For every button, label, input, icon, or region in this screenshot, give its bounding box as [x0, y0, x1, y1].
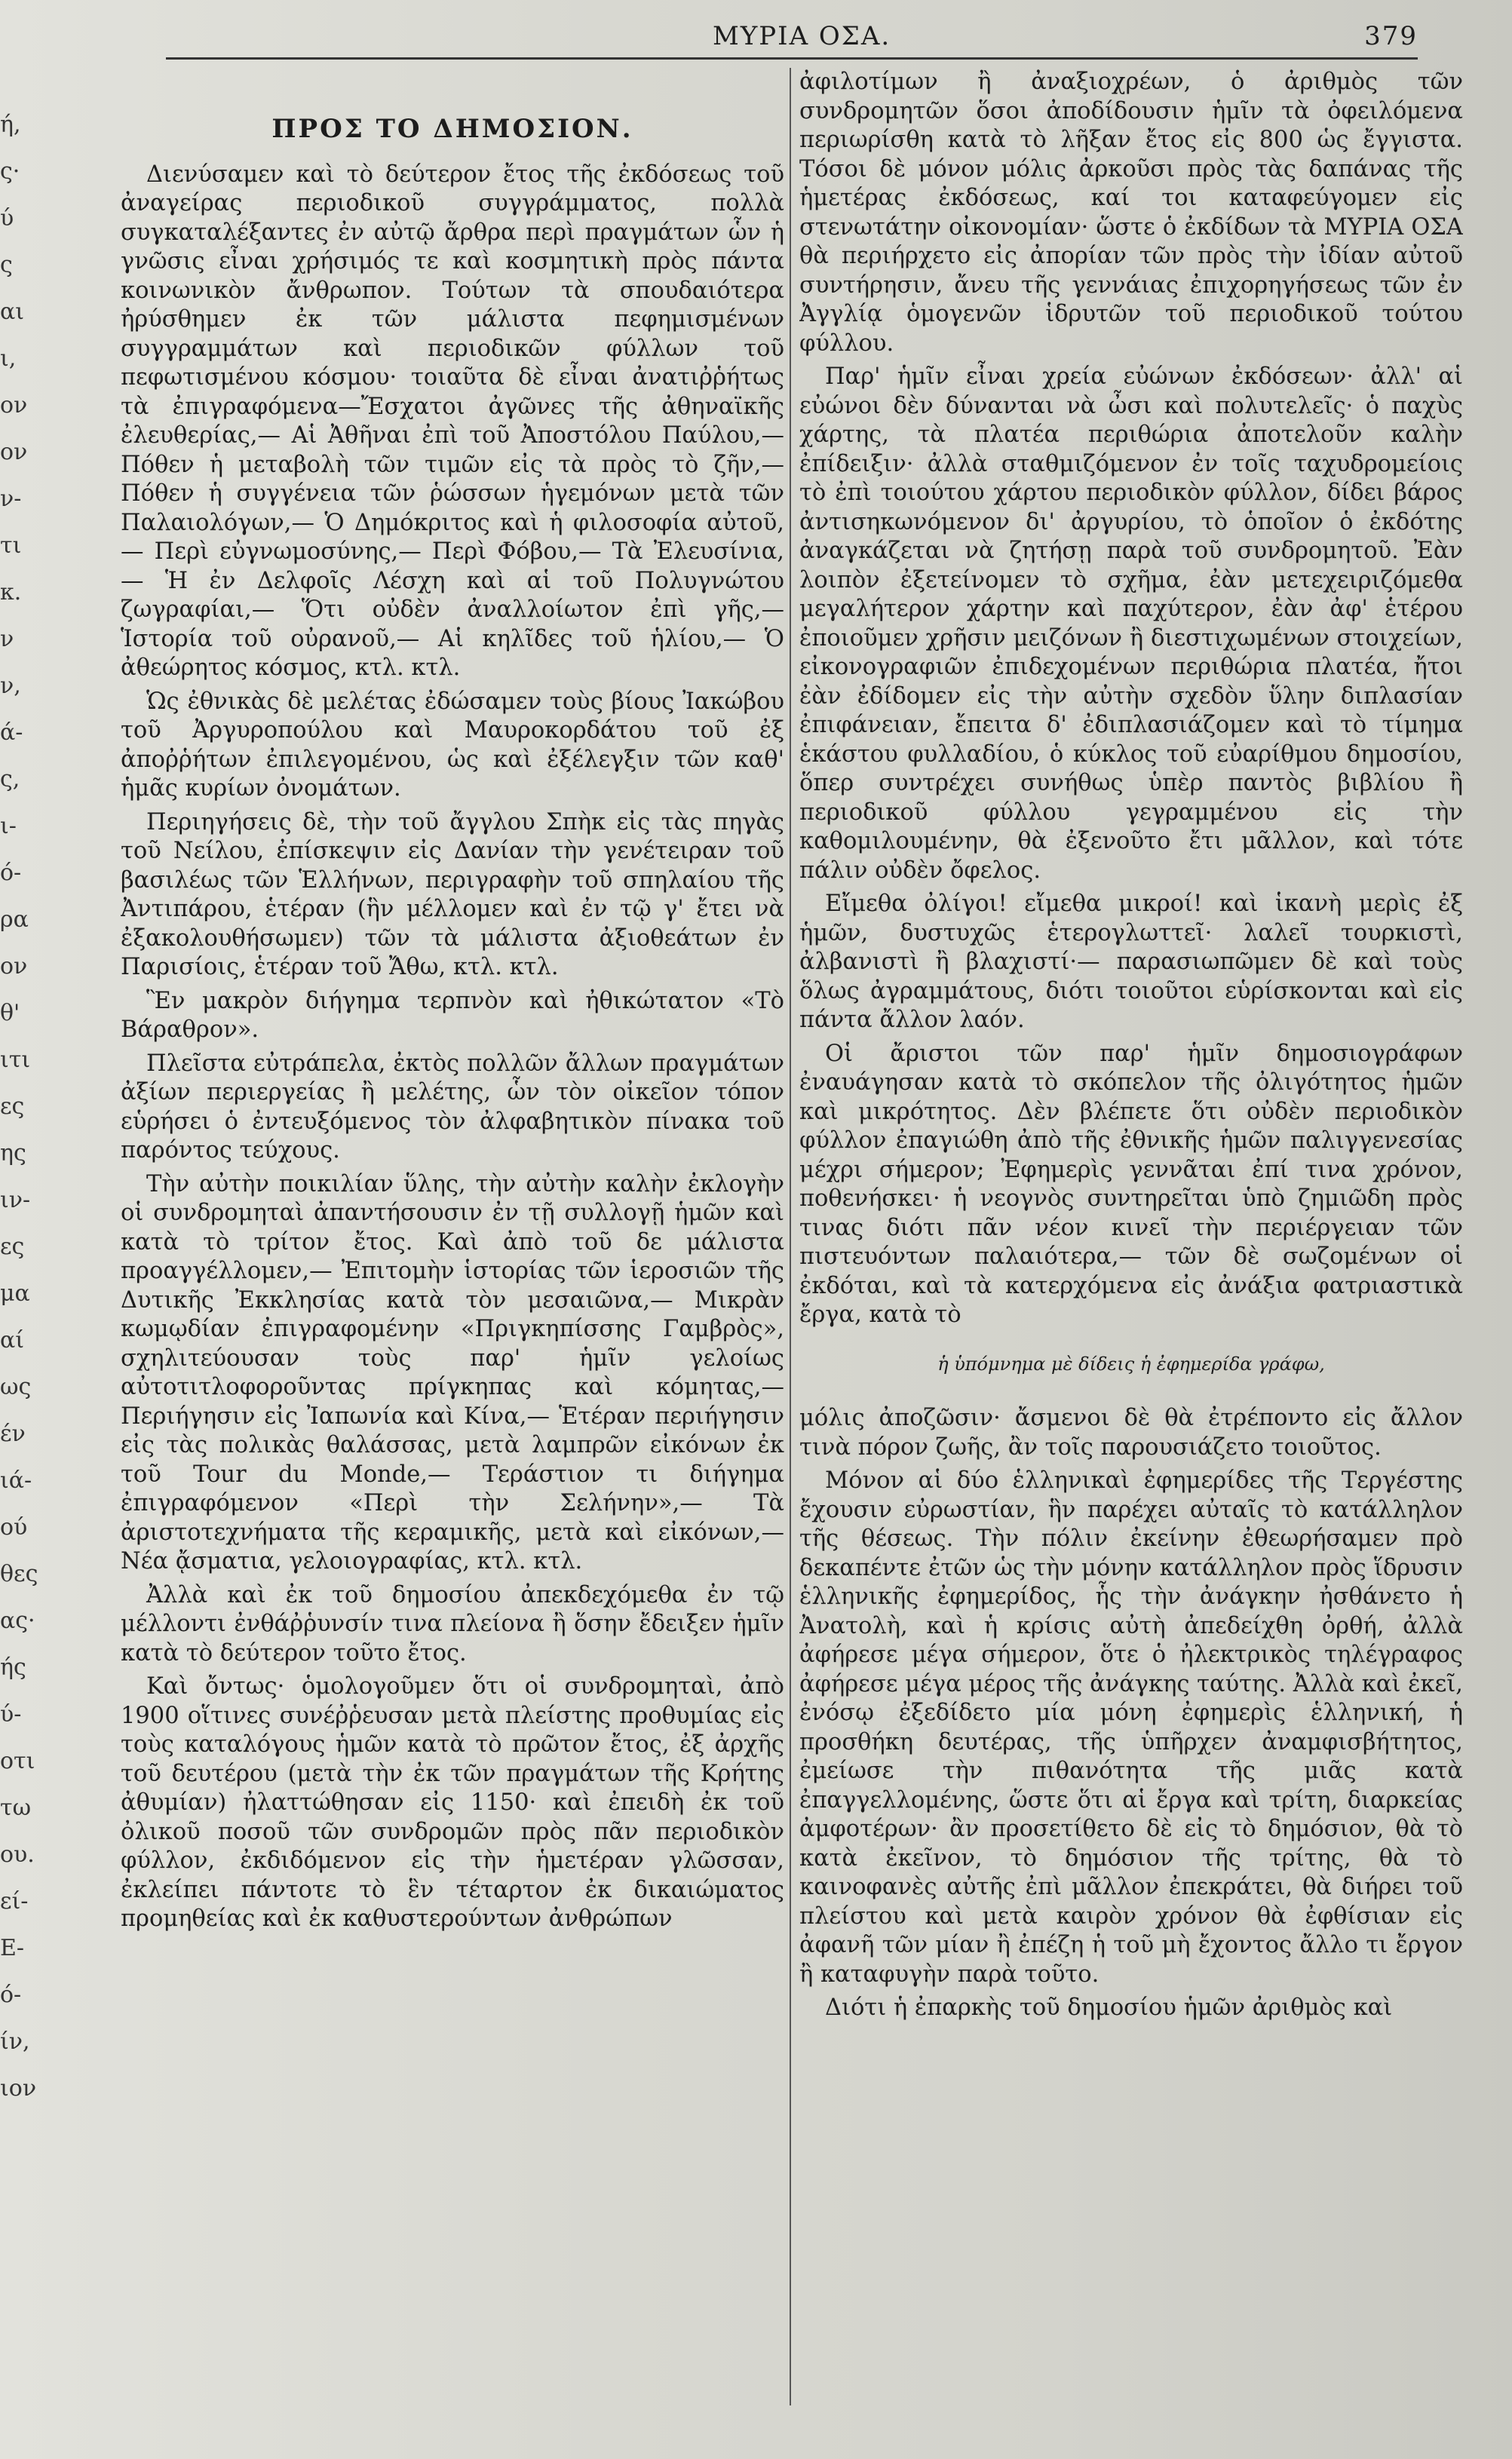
margin-fragment: έν — [0, 1421, 26, 1447]
margin-fragment: ν, — [0, 673, 21, 699]
margin-fragment: Ε- — [0, 1935, 25, 1961]
margin-fragment: θες — [0, 1561, 38, 1587]
margin-fragment: ς — [0, 252, 13, 278]
margin-fragment: ον — [0, 439, 28, 465]
margin-fragment: τι — [0, 532, 22, 559]
margin-fragment: ς, — [0, 766, 20, 793]
paragraph: Τὴν αὐτὴν ποικιλίαν ὕλης, τὴν αὐτὴν καλὴν ἐκλογὴν οἱ συνδρομηταὶ ἀπαντήσουσιν ἐν τῇ συλλογῇ ἡμῶν καὶ κατὰ τὸ τρίτον ἔτος. Καὶ ἀπὸ τοῦ δε μάλιστα προαγγέλλομεν,— Ἐπιτομὴν ἱστορίας τῶν ἱεροσιῶν τῆς Δυτικῆς Ἐκκλησίας κατὰ τὸν μεσαιῶνα,— Μικρὰν κωμῳδίαν ἐπιγραφομένην «Πριγκηπίσσης Γαμβρὸς», σχηλιτεύουσαν τοὺς παρ' ἡμῖν γελοίως αὐτοτιτλοφοροῦντας πρίγκηπας καὶ κόμητας,— Περιήγησιν εἰς Ἰαπωνία καὶ Κίνα,— Ἑτέραν περιήγησιν εἰς τὰς πολικὰς θαλάσσας, μετὰ λαμπρῶν εἰκόνων ἐκ τοῦ Tour du Monde,— Τεράστιον τι διήγημα ἐπιγραφόμενον «Περὶ τὴν Σελήνην»,— Τὰ ἀριστοτεχνήματα τῆς κεραμικῆς, μετὰ καὶ εἰκόνων,— Νέα ᾄσματια, γελοιογραφίας, κτλ. κτλ. — [121, 1170, 784, 1574]
journal-title: ΜΥΡΙΑ ΟΣΑ. — [713, 21, 891, 51]
margin-fragment: ίν, — [0, 2028, 30, 2055]
margin-fragment: ες — [0, 1234, 25, 1260]
margin-fragment: ιν- — [0, 1187, 31, 1213]
margin-fragment: ον — [0, 392, 28, 419]
margin-fragment: ιον — [0, 2075, 37, 2102]
margin-fragment: οτι — [0, 1748, 35, 1774]
paragraph: Ἀλλὰ καὶ ἐκ τοῦ δημοσίου ἀπεκδεχόμεθα ἐν τῷ μέλλοντι ἐνθάῤῥυνσίν τινα πλείονα ἢ ὅσην ἔδειξεν ἡμῖν κατὰ τὸ δεύτερον τοῦτο ἔτος. — [121, 1581, 784, 1666]
paragraph: Περιηγήσεις δὲ, τὴν τοῦ ἄγγλου Σπὴκ εἰς τὰς πηγὰς τοῦ Νείλου, ἐπίσκεψιν εἰς Δανίαν τὴν γενέτειραν τοῦ βασιλέως τῶν Ἑλλήνων, περιγραφὴν τοῦ σπηλαίου τῆς Ἀντιπάρου, ἑτέραν (ἣν μέλλομεν καὶ ἐν τῷ γ' ἔτει νὰ ἐξακολουθήσωμεν) τῶν τὰ μάλιστα ἀξιοθεάτων ἐν Παρισίοις, ἑτέραν τοῦ Ἄθω, κτλ. κτλ. — [121, 808, 784, 980]
paragraph: Διενύσαμεν καὶ τὸ δεύτερον ἔτος τῆς ἐκδόσεως τοῦ ἀναγείρας περιοδικοῦ συγγράμματος, πολλὰ συγκαταλέξαντες ἐν αὐτῷ ἄρθρα περὶ πραγμάτων ὧν ἡ γνῶσις εἶναι χρήσιμός τε καὶ κοσμητικὴ πρὸς πάντα κοινωνικὸν ἄνθρωπον. Τούτων τὰ σπουδαιότερα ἠρύσθημεν ἐκ τῶν μάλιστα πεφημισμένων συγγραμμάτων καὶ περιοδικῶν φύλλων τοῦ πεφωτισμένου κόσμου· τοιαῦτα δὲ εἶναι ἀνατιῤῥήτως τὰ ἐπιγραφόμενα—Ἔσχατοι ἀγῶνες τῆς ἀθηναϊκῆς ἐλευθερίας,— Αἱ Ἀθῆναι ἐπὶ τοῦ Ἀποστόλου Παύλου,— Πόθεν ἡ μεταβολὴ τῶν τιμῶν εἰς τὰ πρὸς τὸ ζῆν,— Πόθεν ἡ συγγένεια τῶν ῥώσσων ἡγεμόνων μετὰ τῶν Παλαιολόγων,— Ὁ Δημόκριτος καὶ ἡ φιλοσοφία αὐτοῦ,— Περὶ εὐγνωμοσύνης,— Περὶ Φόβου,— Τὰ Ἐλευσίνια,— Ἡ ἐν Δελφοῖς Λέσχη καὶ αἱ τοῦ Πολυγνώτου ζωγραφίαι,— Ὅτι οὐδὲν ἀναλλοίωτον ἐπὶ γῆς,— Ἱστορία τοῦ οὐρανοῦ,— Αἱ κηλῖδες τοῦ ἡλίου,— Ὁ ἀθεώρητος κόσμος, κτλ. κτλ. — [121, 161, 784, 681]
margin-fragment: ς· — [0, 158, 20, 185]
paragraph: Εἴμεθα ὀλίγοι! εἴμεθα μικροί! καὶ ἱκανὴ μερὶς ἐξ ἡμῶν, δυστυχῶς ἑτερογλωττεῖ· λαλεῖ τουρκιστὶ, ἀλβανιστὶ ἢ βλαχιστί·— παρασιωπῶμεν δὲ καὶ τοὺς ὅλως ἀγραμμάτους, διότι τοιοῦτοι εὑρίσκονται καὶ εἰς πάντα ἄλλον λαόν. — [799, 891, 1463, 1033]
margin-fragment: ας· — [0, 1608, 35, 1634]
paragraph: Μόνον αἱ δύο ἑλληνικαὶ ἐφημερίδες τῆς Τεργέστης ἔχουσιν εὐρωστίαν, ἣν παρέχει αὐταῖς τὸ κατάλληλον τῆς θέσεως. Τὴν πόλιν ἐκείνην ἐθεωρήσαμεν πρὸ δεκαπέντε ἐτῶν ὡς τὴν μόνην κατάλληλον πρὸς ἵδρυσιν ἑλληνικῆς ἐφημερίδος, ἧς τὴν ἀνάγκην ἠσθάνετο ἡ Ἀνατολὴ, καὶ ἡ κρίσις αὐτὴ ἀπεδείχθη ὀρθή, ἀλλὰ ἀφήρεσε μέγα σήμερον, ὅτε ὁ ἠλεκτρικὸς τηλέγραφος ἀφήρεσε μέγα μέρος τῆς ἀνάγκης ταύτης. Ἀλλὰ καὶ ἐκεῖ, ἐνόσῳ ἐξεδίδετο μία μόνη ἐφημερὶς ἑλληνική, ἡ προσθήκη δευτέρας, τῆς ὑπῆρχεν ἀναμφισβήτητος, ἐμείωσε τὴν πιθανότητα τῆς μιᾶς κατὰ ἐπαγγελλομένης, ὥστε ὅτι αἱ ἔργα καὶ τρίτη, διαρκείας ἀμφοτέρων· ἂν προσετίθετο δὲ εἰς τὸ δημόσιον, θὰ τὸ κατὰ ἐκεῖνον, τὸ δημόσιον τῆς τρίτης, θὰ τὸ καινοφανὲς αὐτῆς ἐπὶ μᾶλλον ἐπεκράτει, θὰ διήρει τοῦ πλείστου καὶ μετὰ καιρὸν χρόνον θὰ ἐφθίσιαν εἰς ἀφανῆ τῶν μίαν ἢ ἐπέζη ἡ τοῦ μὴ ἔχοντος ἄλλο τι ἔργον ἢ καταφυγὴν παρὰ τοῦτο. — [799, 1467, 1463, 1988]
margin-fragment: ά- — [0, 719, 23, 746]
left-column — [121, 68, 784, 2443]
paragraph: Ἓν μακρὸν διήγημα τερπνὸν καὶ ἠθικώτατον «Τὸ Βάραθρον». — [121, 987, 784, 1043]
margin-fragment: τω — [0, 1795, 32, 1821]
margin-fragment: ιτι — [0, 1047, 31, 1073]
footnote-reference: ἡ ὑπόμνημα μὲ δίδεις ἡ ἐφημερίδα γράφω, — [937, 1353, 1325, 1375]
page-number: 379 — [1364, 21, 1418, 51]
margin-fragment: ν- — [0, 486, 22, 512]
paragraph: ἀφιλοτίμων ἢ ἀναξιοχρέων, ὁ ἀριθμὸς τῶν συνδρομητῶν ὅσοι ἀποδίδουσιν ἡμῖν τὰ ὀφειλόμενα περιωρίσθη κατὰ τὸ λῆξαν ἔτος εἰς 800 ὡς ἔγγιστα. Τόσοι δὲ μόνον μόλις ἀρκοῦσι πρὸς τὰς δαπάνας τῆς ἡμετέρας ἐκδόσεως, καί τοι καταφεύγομεν εἰς στενωτάτην οἰκονομίαν· ὥστε ὁ ἐκδίδων τὰ ΜΥΡΙΑ ΟΣΑ θὰ περιήρχετο εἰς ἀπορίαν τῶν πρὸς τὴν ἰδίαν αὐτοῦ συντήρησιν, ἄνευ τῆς γεννάιας ἐπιχορηγήσεως τῶν ἐν Ἀγγλίᾳ ὁμογενῶν ἱδρυτῶν τοῦ περιοδικοῦ τούτου φύλλου. — [799, 69, 1463, 357]
margin-fragment: εί- — [0, 1888, 29, 1915]
margin-fragment: ου. — [0, 1841, 35, 1868]
margin-fragment: κ. — [0, 579, 22, 606]
margin-fragment: ό- — [0, 860, 22, 886]
margin-fragment: ης — [0, 1140, 26, 1167]
margin-fragment: αί — [0, 1327, 25, 1354]
margin-fragment: αι — [0, 299, 25, 325]
margin-fragment: μα — [0, 1280, 30, 1307]
running-head — [664, 17, 1418, 54]
adjacent-page-fragments — [0, 113, 45, 2451]
margin-fragment: ής — [0, 1654, 26, 1681]
margin-fragment: ι, — [0, 345, 17, 372]
margin-fragment: ό- — [0, 1982, 22, 2008]
margin-fragment: ι- — [0, 813, 17, 839]
margin-fragment: ύ — [0, 205, 14, 231]
margin-fragment: ον — [0, 953, 28, 980]
margin-fragment: ρα — [0, 906, 29, 933]
margin-fragment: ν — [0, 626, 14, 652]
paragraph: Πλεῖστα εὐτράπελα, ἐκτὸς πολλῶν ἄλλων πραγμάτων ἀξίων περιεργείας ἢ μελέτης, ὧν τὸν οἰκεῖον τόπον εὑρήσει ὁ ἐντευξόμενος τὸν ἀλφαβητικὸν πίνακα τοῦ παρόντος τεύχους. — [121, 1050, 784, 1164]
margin-fragment: θ' — [0, 1000, 20, 1026]
margin-fragment: ως — [0, 1374, 32, 1400]
column-rule — [790, 68, 791, 2405]
paragraph: Διότι ἡ ἐπαρκὴς τοῦ δημοσίου ἡμῶν ἀριθμὸς καὶ — [825, 1994, 1393, 2021]
margin-fragment: ή, — [0, 113, 21, 138]
margin-fragment: ύ- — [0, 1701, 22, 1728]
header-rule — [166, 57, 1418, 60]
margin-fragment: ού — [0, 1514, 28, 1541]
section-title: ΠΡΟΣ ΤΟ ΔΗΜΟΣΙΟΝ. — [271, 114, 633, 144]
right-column — [799, 68, 1463, 2443]
paragraph: Καὶ ὄντως· ὁμολογοῦμεν ὅτι οἱ συνδρομηταὶ, ἀπὸ 1900 οἵτινες συνέῤῥευσαν μετὰ πλείστης προθυμίας εἰς τοὺς καταλόγους ἡμῶν κατὰ τὸ πρῶτον ἔτος, ἐξ ἀρχῆς τοῦ δευτέρου (μετὰ τὴν ἐκ τῶν πραγμάτων τῆς Κρήτης ἀθυμίαν) ἠλαττώθησαν εἰς 1150· καὶ ἐπειδὴ ἐκ τοῦ ὀλικοῦ ποσοῦ τῶν συνδρομῶν πρὸς πᾶν περιοδικὸν φύλλον, ἐκδιδόμενον εἰς τὴν ἡμετέραν γλῶσσαν, ἐκλείπει πάντοτε τὸ ἓν τέταρτον ἐκ δικαιώματος προμηθείας καὶ ἐκ καθυστερούντων ἀνθρώπων — [121, 1673, 784, 1932]
margin-fragment: ιά- — [0, 1467, 32, 1494]
paragraph: μόλις ἀποζῶσιν· ἄσμενοι δὲ θὰ ἐτρέποντο εἰς ἄλλον τινὰ πόρον ζωῆς, ἂν τοῖς παρουσιάζετο τοιοῦτος. — [799, 1405, 1463, 1461]
paragraph: Παρ' ἡμῖν εἶναι χρεία εὐώνων ἐκδόσεων· ἀλλ' αἱ εὐώνοι δὲν δύνανται νὰ ὦσι καὶ πολυτελεῖς· ὁ παχὺς χάρτης, τὰ πλατέα περιθώρια ἀποτελοῦν καλὴν ἐπίδειξιν· ἀλλὰ σταθμιζόμενον ἐν τοῖς ταχυδρομείοις τὸ ἐπὶ τοιούτου χάρτου περιοδικὸν φύλλον, δίδει βάρος ἀντισηκωνόμενον δι' ἀργυρίου, τὸ ὁποῖον ὁ ἐκδότης ἀναγκάζεται νὰ ζητήσῃ παρὰ τοῦ συνδρομητοῦ. Ἐὰν λοιπὸν ἐξετείνομεν τὸ σχῆμα, ἐὰν μετεχειριζόμεθα μεγαλήτερον χάρτην καὶ παχύτερον, ἐὰν ἀφ' ἑτέρου ἐποιοῦμεν χρῆσιν μειζόνων ἢ διεστιχωμένων στοιχείων, εἰκονογραφιῶν ἐπιδεχομένων περιθώρια πλατέα, ἤτοι ἐὰν ἐδίδομεν εἰς τὴν αὐτὴν σχεδὸν ὕλην διπλασίαν ἐπιφάνειαν, ἔπειτα δ' ἐδιπλασιάζομεν καὶ τὸ τίμημα ἑκάστου φυλλαδίου, ὁ κύκλος τοῦ εὐαρίθμου δημοσίου, ὅπερ συντρέχει συνήθως ὑπὲρ παντὸς βιβλίου ἢ περιοδικοῦ φύλλου γεγραμμένου εἰς τὴν καθομιλουμένην, θὰ ἐξενοῦτο ἔτι μᾶλλον, καὶ τότε πάλιν οὐδὲν ὄφελος. — [799, 363, 1463, 884]
paragraph: Ὡς ἐθνικὰς δὲ μελέτας ἐδώσαμεν τοὺς βίους Ἰακώβου τοῦ Ἀργυροπούλου καὶ Μαυροκορδάτου τοῦ ἐξ ἀποῤῥήτων ἐπιλεγομένου, ὡς καὶ ἐξέλεγξιν τῶν καθ' ἡμᾶς κυρίων ὀνομάτων. — [121, 688, 784, 802]
paragraph: Οἱ ἄριστοι τῶν παρ' ἡμῖν δημοσιογράφων ἐναυάγησαν κατὰ τὸ σκόπελον τῆς ὀλιγότητος ἡμῶν καὶ μικρότητος. Δὲν βλέπετε ὅτι οὐδὲν περιοδικὸν φύλλον ἐπαγιώθη ἀπὸ τῆς ἐθνικῆς ἡμῶν παλιγγενεσίας μέχρι σήμερον; Ἐφημερὶς γεννᾶται ἐπί τινα χρόνον, ποθενήσκει· ἡ νεογνὸς συντηρεῖται ὑπὸ ζημιῶδη πρὸς τινας διότι πᾶν νέον κινεῖ τὴν περιέργειαν τῶν πιστευόντων παλαιότερα,— τῶν δὲ σωζομένων οἱ ἐκδόται, καὶ τὰ κατερχόμενα εἰς ἀνάξια φατριαστικὰ ἔργα, κατὰ τὸ — [799, 1040, 1463, 1328]
margin-fragment: ες — [0, 1093, 25, 1120]
